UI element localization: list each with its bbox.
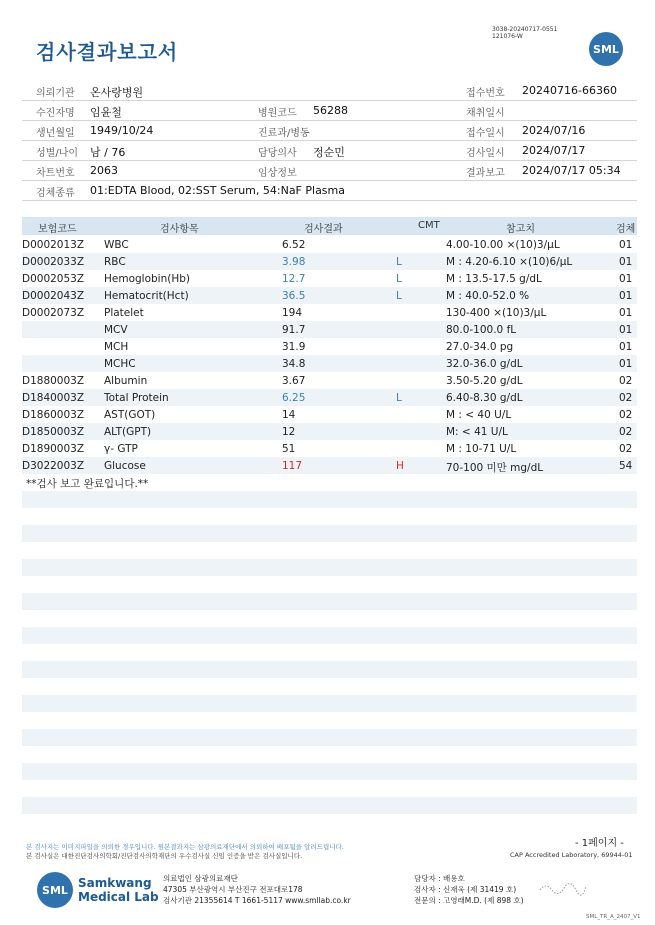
cell-item: WBC: [104, 239, 129, 251]
cell-reference: 80.0-100.0 fL: [446, 324, 517, 336]
cell-code: D1890003Z: [22, 443, 85, 455]
empty-row-band: [22, 559, 637, 576]
document-id: [492, 26, 557, 40]
info-row-dob: [22, 120, 637, 141]
cell-specimen: 01: [619, 273, 633, 285]
hospital-code-value: 56288: [313, 104, 348, 117]
header-ref: 참고치: [506, 224, 535, 235]
patient-label: 수진자명: [36, 108, 75, 119]
samkwang-logo-icon: SML: [37, 872, 73, 908]
info-row-institution: [22, 80, 637, 101]
report-complete-note: **검사 보고 완료입니다.**: [26, 478, 149, 490]
header-result: 검사결과: [304, 224, 343, 235]
cell-item: RBC: [104, 256, 126, 268]
cell-item: MCV: [104, 324, 128, 336]
cell-reference: M : 40.0-52.0 %: [446, 290, 530, 302]
empty-row-band: [22, 797, 637, 814]
chart-no-label: 차트번호: [36, 168, 75, 179]
cell-specimen: 01: [619, 307, 633, 319]
patient-value: 임윤철: [90, 106, 122, 119]
cell-reference: 70-100 미만 mg/dL: [446, 462, 544, 474]
cap-accreditation: CAP Accredited Laboratory, 69944-01: [510, 851, 633, 859]
cell-reference: 6.40-8.30 g/dL: [446, 392, 523, 404]
empty-row-band: [22, 695, 637, 712]
cell-result: 6.25: [282, 392, 306, 404]
person-tester: 검사자 : 신재욱 (제 31419 호): [414, 885, 517, 894]
table-row: [22, 338, 637, 355]
cell-result: 14: [282, 409, 296, 421]
clinical-label: 임상정보: [258, 168, 297, 179]
table-row: [22, 304, 637, 321]
table-row: [22, 287, 637, 304]
company-name: [78, 876, 159, 904]
cell-specimen: 01: [619, 358, 633, 370]
table-row: [22, 372, 637, 389]
table-row: [22, 321, 637, 338]
footer-note-accreditation: 본 검사실은 대한진단검사의학회/진단검사의학재단의 우수검사실 신임 인증을 받은 검사실입니다.: [26, 852, 303, 860]
cell-code: D0002043Z: [22, 290, 85, 302]
cell-item: Platelet: [104, 307, 144, 319]
header-specimen: 검체: [616, 224, 636, 235]
doctor-label: 담당의사: [258, 148, 297, 159]
contact: 검사기관 21355614 T 1661-5117 www.smllab.co.kr: [163, 896, 351, 905]
doctor-value: 정순민: [313, 146, 345, 159]
header-item: 검사항목: [160, 224, 199, 235]
cell-result: 6.52: [282, 239, 306, 251]
report-date-label: 결과보고: [466, 168, 505, 179]
cell-reference: 3.50-5.20 g/dL: [446, 375, 523, 387]
cell-result: 3.67: [282, 375, 306, 387]
table-row: [22, 236, 637, 253]
cell-specimen: 01: [619, 341, 633, 353]
header-code: 보험코드: [38, 224, 77, 235]
cell-code: D0002073Z: [22, 307, 85, 319]
empty-row-band: [22, 763, 637, 780]
empty-row-band: [22, 491, 637, 508]
cell-reference: M : 13.5-17.5 g/dL: [446, 273, 542, 285]
person-specialist: 전문의 : 고영래M.D. (제 898 호): [414, 896, 524, 905]
receipt-date-label: 접수일시: [466, 128, 505, 139]
cell-code: D1860003Z: [22, 409, 85, 421]
receipt-no-value: 20240716-66360: [522, 84, 617, 97]
cell-code: D0002013Z: [22, 239, 85, 251]
empty-row-band: [22, 593, 637, 610]
cell-specimen: 01: [619, 290, 633, 302]
cell-result: 91.7: [282, 324, 306, 336]
cell-code: D3022003Z: [22, 460, 85, 472]
cell-specimen: 54: [619, 460, 633, 472]
test-date-label: 검사일시: [466, 148, 505, 159]
cell-reference: M : 10-71 U/L: [446, 443, 517, 455]
chart-no-value: 2063: [90, 164, 118, 177]
doc-id-line2: 121076-W: [492, 33, 523, 40]
cell-specimen: 01: [619, 239, 633, 251]
cell-item: Total Protein: [104, 392, 169, 404]
info-row-specimen: [22, 180, 637, 201]
table-row: [22, 355, 637, 372]
cell-code: D1840003Z: [22, 392, 85, 404]
cell-item: Albumin: [104, 375, 148, 387]
page-number: - 1페이지 -: [575, 838, 624, 849]
cell-code: D1880003Z: [22, 375, 85, 387]
person-manager: 담당자 : 배용호: [414, 874, 465, 883]
cell-reference: 4.00-10.00 ×(10)3/μL: [446, 239, 560, 251]
cell-code: D1850003Z: [22, 426, 85, 438]
cell-flag: L: [396, 273, 402, 285]
cell-result: 12.7: [282, 273, 306, 285]
cell-specimen: 02: [619, 443, 633, 455]
cell-item: ALT(GPT): [104, 426, 152, 438]
cell-item: γ- GTP: [104, 443, 138, 455]
cell-item: Hematocrit(Hct): [104, 290, 189, 302]
cell-specimen: 02: [619, 409, 633, 421]
form-number: SML_TR_A_2407_V1: [586, 914, 641, 920]
cell-code: D0002033Z: [22, 256, 85, 268]
table-row: [22, 440, 637, 457]
cell-result: 51: [282, 443, 296, 455]
cell-result: 194: [282, 307, 303, 319]
signature-icon: [538, 880, 588, 896]
cell-specimen: 02: [619, 426, 633, 438]
cell-flag: L: [396, 256, 402, 268]
specimen-value: 01:EDTA Blood, 02:SST Serum, 54:NaF Plasma: [90, 184, 345, 197]
sex-age-label: 성별/나이: [36, 148, 79, 159]
header-cmt: CMT: [418, 220, 440, 231]
dept-label: 진료과/병동: [258, 128, 310, 139]
cell-item: Hemoglobin(Hb): [104, 273, 191, 285]
cell-reference: M : 4.20-6.10 ×(10)6/μL: [446, 256, 573, 268]
info-row-sex-age: [22, 140, 637, 161]
institution-value: 온사랑병원: [90, 86, 144, 99]
company-line1: Samkwang: [78, 876, 152, 890]
footer-note-image: 본 검사지는 이미지파일을 의뢰한 경우입니다. 원본결과지는 삼광의료재단에서 의뢰하여 배포됨을 알려드립니다.: [26, 843, 344, 851]
table-row: [22, 423, 637, 440]
cell-item: AST(GOT): [104, 409, 156, 421]
institution-label: 의뢰기관: [36, 88, 75, 99]
report-date-value: 2024/07/17 05:34: [522, 164, 621, 177]
doc-id-line1: 3038-20240717-0551: [492, 26, 558, 33]
table-row: [22, 389, 637, 406]
collect-date-label: 채취일시: [466, 108, 505, 119]
cell-result: 12: [282, 426, 296, 438]
empty-row-band: [22, 525, 637, 542]
cell-result: 34.8: [282, 358, 306, 370]
cell-specimen: 02: [619, 375, 633, 387]
table-row: [22, 253, 637, 270]
hospital-code-label: 병원코드: [258, 108, 297, 119]
cell-flag: H: [396, 460, 404, 472]
specimen-label: 검체종류: [36, 188, 75, 199]
sex-age-value: 남 / 76: [90, 146, 126, 159]
cell-specimen: 01: [619, 324, 633, 336]
test-date-value: 2024/07/17: [522, 144, 586, 157]
cell-reference: M: < 41 U/L: [446, 426, 508, 438]
cell-specimen: 02: [619, 392, 633, 404]
cell-item: Glucose: [104, 460, 146, 472]
results-table-header: [22, 217, 637, 235]
empty-row-band: [22, 627, 637, 644]
cell-flag: L: [396, 392, 402, 404]
cell-code: D0002053Z: [22, 273, 85, 285]
dob-value: 1949/10/24: [90, 124, 154, 137]
cell-specimen: 01: [619, 256, 633, 268]
cell-result: 3.98: [282, 256, 306, 268]
empty-row-band: [22, 661, 637, 678]
cell-reference: M : < 40 U/L: [446, 409, 512, 421]
dob-label: 생년월일: [36, 128, 75, 139]
cell-result: 36.5: [282, 290, 306, 302]
info-row-chart: [22, 160, 637, 181]
report-title: 검사결과보고서: [36, 40, 179, 64]
cell-result: 117: [282, 460, 303, 472]
address: 47305 부산광역시 부산진구 전포대로178: [163, 885, 303, 894]
info-row-patient: [22, 100, 637, 121]
sml-logo-icon: SML: [589, 32, 623, 66]
cell-reference: 130-400 ×(10)3/μL: [446, 307, 547, 319]
cell-reference: 32.0-36.0 g/dL: [446, 358, 523, 370]
table-row: [22, 406, 637, 423]
empty-row-band: [22, 729, 637, 746]
cell-result: 31.9: [282, 341, 306, 353]
cell-item: MCH: [104, 341, 129, 353]
corp-name: 의료법인 삼광의료재단: [163, 874, 238, 883]
receipt-date-value: 2024/07/16: [522, 124, 586, 137]
table-row: [22, 270, 637, 287]
receipt-no-label: 접수번호: [466, 88, 505, 99]
cell-item: MCHC: [104, 358, 136, 370]
table-row: [22, 457, 637, 474]
cell-flag: L: [396, 290, 402, 302]
cell-reference: 27.0-34.0 pg: [446, 341, 514, 353]
company-line2: Medical Lab: [78, 890, 159, 904]
